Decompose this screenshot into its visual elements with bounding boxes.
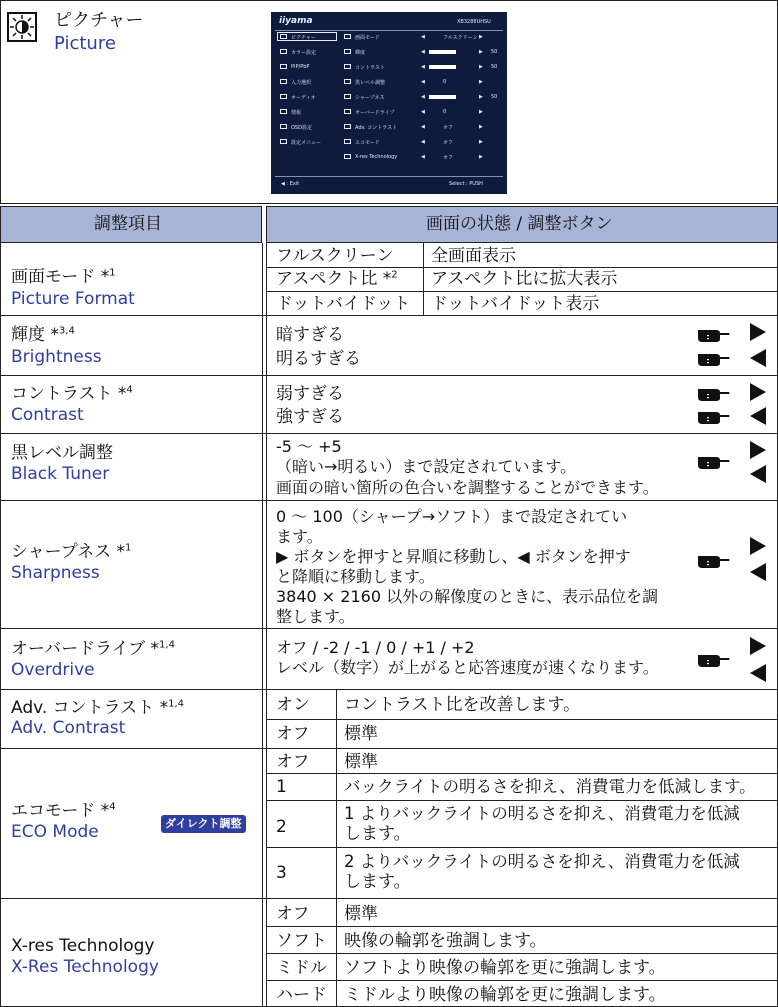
osd-menu-item: OSD設定 xyxy=(291,125,312,131)
osd-item-label: 黒レベル調整 xyxy=(355,80,386,86)
eco-option-value: 標準 xyxy=(344,752,378,772)
osd-item-label: オーバードライブ xyxy=(355,110,395,116)
eco-option-value: 1 よりバックライトの明るさを抑え、消費電力を低減 xyxy=(344,804,740,823)
osd-model: XB3288UHSU xyxy=(457,19,491,25)
pf-option-value: ドットバイドット表示 xyxy=(431,294,600,314)
osd-right-arrow-icon: ▶ xyxy=(479,49,483,55)
xres-option-key: ソフト xyxy=(276,931,327,951)
pointing-hand-icon xyxy=(698,325,730,347)
osd-right-arrow-icon: ▶ xyxy=(479,64,483,70)
osd-item-value: フルスクリーン xyxy=(443,35,478,41)
osd-footer-right: Select : PUSH xyxy=(449,181,483,187)
eco-option-value-cont: します。 xyxy=(344,824,411,844)
osd-item-value: 0 xyxy=(443,79,447,85)
osd-footer-left: ◀ : Exit xyxy=(281,181,300,187)
overdrive-en: Overdrive xyxy=(11,660,95,680)
sub-sep xyxy=(266,953,778,954)
sub-col-sep xyxy=(336,689,337,748)
contrast-en: Contrast xyxy=(11,405,84,425)
sharpness-desc: と降順に移動します。 xyxy=(276,567,435,586)
osd-right-arrow-icon: ▶ xyxy=(479,154,483,160)
eco-option-value: バックライトの明るさを抑え、消費電力を低減します。 xyxy=(344,777,756,796)
sub-sep xyxy=(266,926,778,927)
pointing-hand-icon xyxy=(698,452,730,474)
osd-menu-item: 設定メニュー xyxy=(291,140,322,146)
osd-menu-item: オーディオ xyxy=(291,95,316,101)
osd-divider-bottom xyxy=(275,176,503,177)
xres-option-value: 映像の輪郭を強調します。 xyxy=(344,931,547,951)
sharpness-desc: 整します。 xyxy=(276,607,355,626)
overdrive-levels: オフ / -2 / -1 / 0 / +1 / +2 xyxy=(276,638,475,657)
row-sep xyxy=(0,628,778,629)
direct-adjust-badge: ダイレクト調整 xyxy=(161,815,246,833)
xres-jp: X-res Technology xyxy=(11,936,155,956)
xres-option-value: ミドルより映像の輪郭を更に強調します。 xyxy=(344,985,666,1005)
pointing-hand-icon xyxy=(698,551,730,573)
black-tuner-desc: 画面の暗い箇所の色合いを調整することができます。 xyxy=(276,478,659,497)
osd-item-value: 50 xyxy=(491,49,498,55)
sub-sep xyxy=(266,773,778,774)
right-button-icon xyxy=(750,637,766,655)
sub-col-sep xyxy=(423,243,424,315)
osd-item-icon xyxy=(344,34,351,39)
osd-item-icon xyxy=(344,79,351,84)
column-divider-b xyxy=(266,243,267,1007)
osd-screenshot xyxy=(271,12,507,194)
sharpness-desc: ます。 xyxy=(276,527,323,546)
osd-menu-icon xyxy=(280,109,287,114)
black-tuner-range: -5 〜 +5 xyxy=(276,437,342,456)
adv-option-key: オフ xyxy=(276,724,310,744)
osd-item-icon xyxy=(344,139,351,144)
sub-sep xyxy=(266,980,778,981)
black-tuner-jp: 黒レベル調整 xyxy=(11,443,113,463)
osd-left-arrow-icon: ◀ xyxy=(421,109,425,115)
osd-menu-icon xyxy=(280,49,287,54)
osd-left-arrow-icon: ◀ xyxy=(421,154,425,160)
eco-mode-jp: エコモード *$^4$ xyxy=(11,801,116,821)
osd-item-icon xyxy=(344,124,351,129)
osd-item-value: 50 xyxy=(491,64,498,70)
osd-menu-icon xyxy=(280,94,287,99)
osd-menu-icon xyxy=(280,124,287,129)
header-adjustment-item: 調整項目 xyxy=(94,214,162,234)
sub-sep xyxy=(266,719,778,720)
osd-level-bar xyxy=(429,50,456,54)
osd-item-value: 0 xyxy=(443,109,447,115)
osd-menu-item: 情報 xyxy=(291,110,302,116)
pf-option-key: ドットバイドット xyxy=(276,294,411,314)
osd-item-value: オフ xyxy=(443,155,453,161)
osd-item-icon xyxy=(344,64,351,69)
xres-option-value: 標準 xyxy=(344,904,378,924)
osd-menu-icon xyxy=(280,79,287,84)
brightness-too-bright: 明るすぎる xyxy=(276,349,361,369)
picture-format-en: Picture Format xyxy=(11,289,135,309)
osd-item-label: 輝度 xyxy=(355,50,366,56)
adv-contrast-en: Adv. Contrast xyxy=(11,718,126,738)
row-sep xyxy=(0,375,778,376)
osd-left-arrow-icon: ◀ xyxy=(421,79,425,85)
contrast-too-weak: 弱すぎる xyxy=(276,384,344,404)
contrast-jp: コントラスト *$^4$ xyxy=(11,384,133,404)
section-title-jp: ピクチャー xyxy=(54,10,144,31)
osd-brand: iiyama xyxy=(279,16,313,26)
osd-divider xyxy=(275,30,503,31)
osd-left-arrow-icon: ◀ xyxy=(421,124,425,130)
section-title-en: Picture xyxy=(54,33,116,54)
osd-item-label: エコモード xyxy=(355,140,380,146)
eco-option-value: 2 よりバックライトの明るさを抑え、消費電力を低減 xyxy=(344,852,740,871)
osd-right-arrow-icon: ▶ xyxy=(479,79,483,85)
sub-sep xyxy=(266,847,778,848)
eco-mode-en: ECO Mode xyxy=(11,822,99,842)
osd-left-arrow-icon: ◀ xyxy=(421,34,425,40)
brightness-jp: 輝度 *$^{3,4}$ xyxy=(11,325,75,345)
osd-menu-icon xyxy=(280,64,287,69)
osd-right-arrow-icon: ▶ xyxy=(479,94,483,100)
row-sep xyxy=(0,898,778,899)
osd-item-label: Adv. コントラスト xyxy=(355,125,398,131)
brightness-too-dark: 暗すぎる xyxy=(276,325,344,345)
xres-en: X-Res Technology xyxy=(11,957,159,977)
left-button-icon xyxy=(750,465,766,483)
eco-option-key: 1 xyxy=(276,777,287,797)
black-tuner-desc: （暗い→明るい）まで設定されています。 xyxy=(276,457,577,476)
contrast-too-strong: 強すぎる xyxy=(276,407,344,427)
osd-item-icon xyxy=(344,49,351,54)
osd-menu-item: 入力選択 xyxy=(291,80,312,86)
row-sep xyxy=(0,689,778,690)
osd-right-arrow-icon: ▶ xyxy=(479,109,483,115)
right-button-icon xyxy=(750,383,766,401)
right-button-icon xyxy=(750,323,766,341)
osd-item-value: オフ xyxy=(443,140,453,146)
xres-option-key: オフ xyxy=(276,904,310,924)
black-tuner-en: Black Tuner xyxy=(11,464,110,484)
eco-option-key: 3 xyxy=(276,863,287,883)
osd-menu-item: カラー設定 xyxy=(291,50,317,56)
pointing-hand-icon xyxy=(698,650,730,672)
osd-menu-item: ピクチャー xyxy=(291,35,316,41)
osd-item-value: オフ xyxy=(443,125,453,131)
picture-icon xyxy=(7,12,37,42)
osd-item-label: シャープネス xyxy=(355,95,385,101)
sharpness-desc: 3840 × 2160 以外の解像度のときに、表示品位を調 xyxy=(276,587,659,606)
adv-option-key: オン xyxy=(276,695,310,715)
row-sep xyxy=(0,433,778,434)
osd-item-icon xyxy=(344,94,351,99)
eco-option-value-cont: します。 xyxy=(344,872,411,892)
pf-option-value: 全画面表示 xyxy=(431,246,516,266)
column-divider-a xyxy=(262,243,263,1007)
pf-option-key: アスペクト比 *$^2$ xyxy=(276,269,398,289)
xres-option-key: ミドル xyxy=(276,958,327,978)
osd-right-arrow-icon: ▶ xyxy=(479,124,483,130)
osd-menu-item: PIP/PbP xyxy=(291,64,310,70)
osd-item-label: 画面モード xyxy=(355,35,380,41)
right-button-icon xyxy=(750,441,766,459)
left-button-icon xyxy=(750,664,766,682)
sub-col-sep xyxy=(336,898,337,1007)
xres-option-key: ハード xyxy=(276,985,327,1005)
left-button-icon xyxy=(750,349,766,367)
pointing-hand-icon xyxy=(698,407,730,429)
osd-left-arrow-icon: ◀ xyxy=(421,94,425,100)
left-button-icon xyxy=(750,563,766,581)
osd-item-value: 50 xyxy=(491,94,498,100)
brightness-en: Brightness xyxy=(11,347,102,367)
adv-option-value: コントラスト比を改善します。 xyxy=(344,695,581,715)
osd-item-icon xyxy=(344,109,351,114)
sharpness-desc: ▶ ボタンを押すと昇順に移動し、◀ ボタンを押す xyxy=(276,547,631,566)
osd-item-icon xyxy=(344,154,351,159)
sharpness-jp: シャープネス *$^1$ xyxy=(11,542,132,562)
xres-option-value: ソフトより映像の輪郭を更に強調します。 xyxy=(344,958,666,978)
pf-option-key: フルスクリーン xyxy=(276,246,394,266)
pointing-hand-icon xyxy=(698,349,730,371)
row-sep xyxy=(0,748,778,749)
pf-option-value: アスペクト比に拡大表示 xyxy=(431,269,618,289)
eco-option-key: 2 xyxy=(276,817,287,837)
overdrive-jp: オーバードライブ *$^{1,4}$ xyxy=(11,639,175,659)
osd-left-arrow-icon: ◀ xyxy=(421,49,425,55)
adv-contrast-jp: Adv. コントラスト *$^{1,4}$ xyxy=(11,698,184,718)
sub-sep xyxy=(266,800,778,801)
osd-left-arrow-icon: ◀ xyxy=(421,139,425,145)
osd-left-arrow-icon: ◀ xyxy=(421,64,425,70)
osd-menu-icon xyxy=(280,34,287,39)
sharpness-en: Sharpness xyxy=(11,563,100,583)
left-button-icon xyxy=(750,407,766,425)
right-button-icon xyxy=(750,537,766,555)
adv-option-value: 標準 xyxy=(344,724,378,744)
osd-menu-icon xyxy=(280,139,287,144)
osd-right-arrow-icon: ▶ xyxy=(479,34,483,40)
picture-format-jp: 画面モード *$^1$ xyxy=(11,267,116,287)
osd-right-arrow-icon: ▶ xyxy=(479,139,483,145)
row-sep xyxy=(0,500,778,501)
row-sep xyxy=(0,315,778,316)
osd-level-bar xyxy=(429,95,456,99)
pointing-hand-icon xyxy=(698,384,730,406)
osd-item-label: X-res Technology xyxy=(355,154,398,160)
header-screen-state: 画面の状態 / 調整ボタン xyxy=(426,214,613,234)
overdrive-desc: レベル（数字）が上がると応答速度が速くなります。 xyxy=(276,658,659,677)
sub-col-sep xyxy=(336,748,337,898)
sub-sep xyxy=(266,291,778,292)
osd-level-bar xyxy=(429,65,456,69)
osd-item-label: コントラスト xyxy=(355,65,385,71)
sharpness-desc: 0 〜 100（シャープ→ソフト）まで設定されてい xyxy=(276,507,628,526)
eco-option-key: オフ xyxy=(276,752,310,772)
